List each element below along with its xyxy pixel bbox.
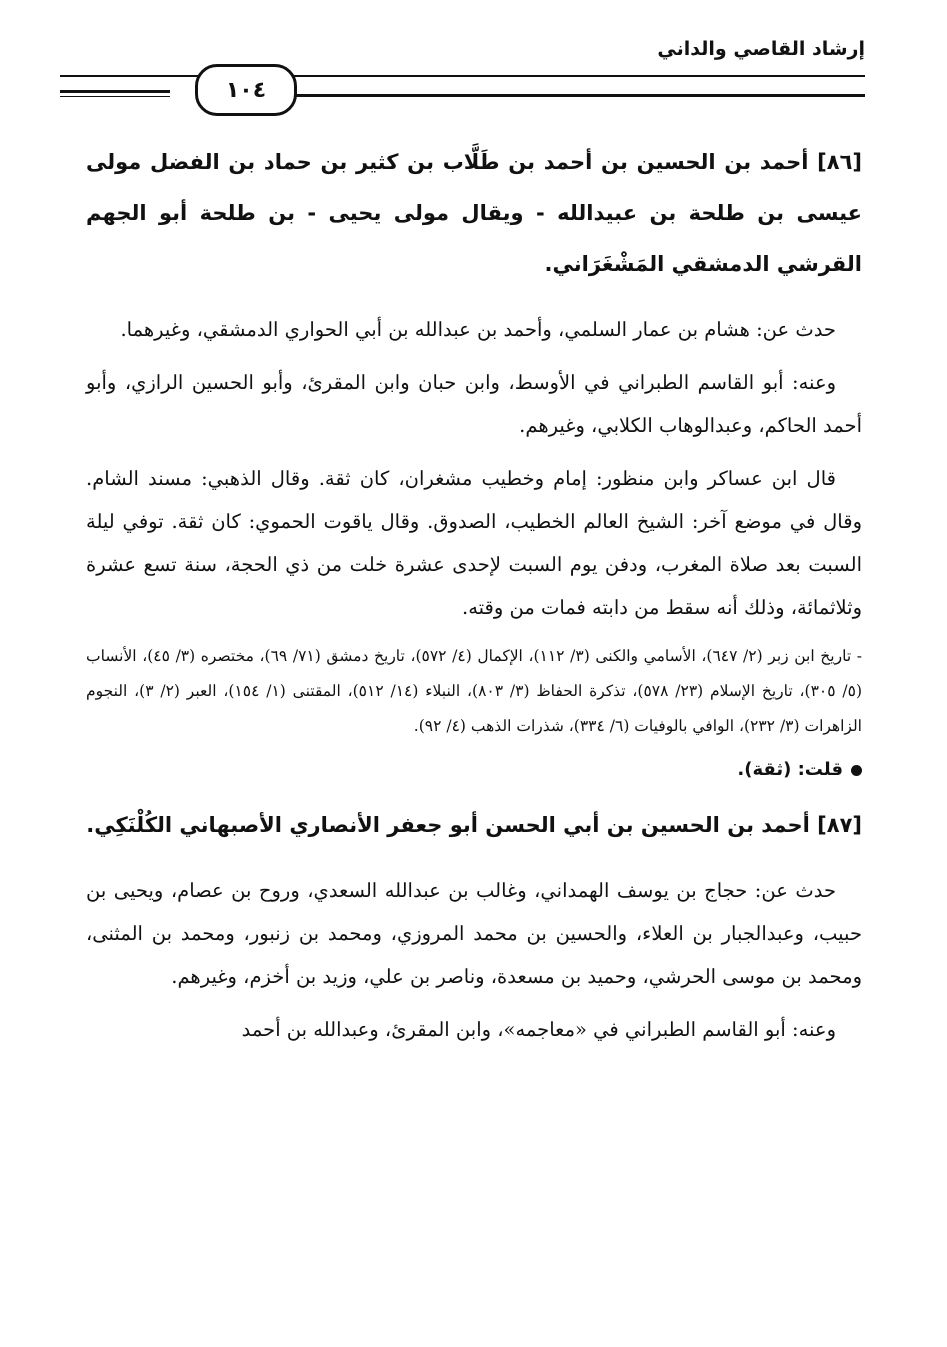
- entry-86-verdict-line: [86, 750, 862, 790]
- running-title: إرشاد القاصي والداني: [657, 38, 865, 60]
- entry-86-opinions: قال ابن عساكر وابن منظور: إمام وخطيب مشغران، كان ثقة. وقال الذهبي: مسند الشام. وقال في موضع آخر: الشيخ العالم الخطيب، الصدوق. وقال ياقوت الحموي: كان ثقة. توفي ليلة السبت بعد صلاة المغرب، ودفن يوم السبت لإحدى عشرة خلت من ذي الحجة، سنة تسع عشرة وثلاثمائة، وذلك أنه سقط من دابته فمات من وقته.: [86, 467, 862, 619]
- entry-87-heading: [٨٧] أحمد بن الحسين بن أبي الحسن أبو جعفر الأنصاري الأصبهاني الكُلْنَكِي.: [86, 813, 862, 837]
- header-rule-thick: [235, 94, 865, 97]
- entry-86-narrated-from: حدث عن: هشام بن عمار السلمي، وأحمد بن عبدالله بن أبي الحواري الدمشقي، وغيرهما.: [120, 318, 836, 341]
- entry-86-verdict: قلت: (ثقة).: [737, 759, 843, 780]
- header-rule-left-thin: [60, 96, 170, 97]
- header-rule: [60, 75, 865, 77]
- header-rule-left: [60, 90, 170, 93]
- page-number: ١٠٤: [195, 64, 297, 116]
- bullet-icon: [851, 765, 862, 776]
- page-header: [60, 30, 865, 115]
- entry-87-narrators: وعنه: أبو القاسم الطبراني في «معاجمه»، وابن المقرئ، وعبدالله بن أحمد: [241, 1018, 836, 1041]
- entry-87-narrated-from: حدث عن: حجاج بن يوسف الهمداني، وغالب بن عبدالله السعدي، وروح بن عصام، ويحيى بن حبيب، وعبدالجبار بن العلاء، والحسين بن محمد المروزي، ومحمد بن زنبور، ومحمد بن المثنى، ومحمد بن موسى الحرشي، وحميد بن مسعدة، وناصر بن علي، وزيد بن أخزم، وغيرهم.: [86, 879, 862, 988]
- entry-86-references: - تاريخ ابن زبر (٢/ ٦٤٧)، الأسامي والكنى (٣/ ١١٢)، الإكمال (٤/ ٥٧٢)، تاريخ دمشق (٧١/ ٦٩)، مختصره (٣/ ٤٥)، الأنساب (٥/ ٣٠٥)، تاريخ الإسلام (٢٣/ ٥٧٨)، تذكرة الحفاظ (٣/ ٨٠٣)، النبلاء (١٤/ ٥١٢)، المقتنى (١/ ١٥٤)، العبر (٢/ ٣)، النجوم الزاهرات (٣/ ٢٣٢)، الوافي بالوفيات (٦/ ٣٣٤)، شذرات الذهب (٤/ ٩٢).: [86, 647, 863, 735]
- entry-86-heading: [٨٦] أحمد بن الحسين بن أحمد بن طَلَّاب بن كثير بن حماد بن الفضل مولى عيسى بن طلحة بن عبيدالله - ويقال مولى يحيى - بن طلحة أبو الجهم القرشي الدمشقي المَشْغَرَاني.: [86, 150, 862, 276]
- page-content: [86, 137, 862, 1061]
- entry-86-narrators: وعنه: أبو القاسم الطبراني في الأوسط، وابن حبان وابن المقرئ، وأبو الحسين الرازي، وأبو أحمد الحاكم، وعبدالوهاب الكلابي، وغيرهم.: [86, 371, 862, 437]
